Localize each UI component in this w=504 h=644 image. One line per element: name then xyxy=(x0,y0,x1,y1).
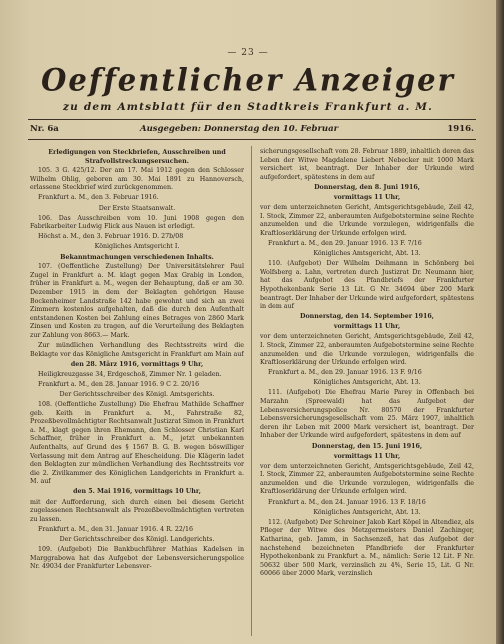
notice-109-text: vor dem unterzeichneten Gericht, Amtsgerichtsgebäude, Zeil 42, I. Stock, Zimmer 22, anberaumten Aufgebotstermine seine Rechte anzumelden und die Urkunde vorzulegen, widrigenfalls die Kraftloserklärung der Urkunde erfolgen wird. xyxy=(260,204,474,237)
section-heading: Bekanntmachungen verschiedenen Inhalts. xyxy=(60,253,214,261)
notice-111-date: Donnerstag, den 15. Juni 1916, xyxy=(311,442,423,450)
notice-108-text: mit der Aufforderung, sich durch einen bei diesem Gericht zugelassenen Rechtsanwalt als Prozeßbevollmächtigten vertreten zu lassen. xyxy=(30,498,244,523)
notice-107: 107. (Oeffentliche Zustellung) Der Universitätslehrer Paul Zugel in Frankfurt a. M. klagt gegen Max Grabig in London, früher in Frankfurt a. M., wegen der Behauptung, daß er am 30. Dezember 1915 in dem der Beklagten gehörigen Hause Bockenheimer Landstraße 142 habe gewohnt und sich an zwei Zimmern kostenlos aufgehalten, daß die durch den Aufenthalt entstandenen Kosten bei Zahlung eines Betrages von 2860 Mark Zinsen und Kosten zu tragen, auf die Verurteilung des Beklagten zur Zahlung von 8663.— Mark. xyxy=(30,263,244,339)
notice-105: 105. 3 G. 425/12. Der am 17. Mai 1912 gegen den Schlosser Wilhelm Ohlig, geboren am 30. Mai 1891 zu Hannoversch, erlassene Steckbrief wird zurückgenommen. xyxy=(30,167,244,192)
notice-107-signature: Der Gerichtsschreiber des Königl. Amtsgerichts. xyxy=(59,390,215,398)
notice-109-time: vormittags 11 Uhr, xyxy=(333,193,401,201)
book-binding-shadow xyxy=(496,0,504,644)
notice-110-signature: Königliches Amtsgericht, Abt. 13. xyxy=(313,379,421,387)
column-divider xyxy=(251,146,252,636)
page-number: — 23 — xyxy=(227,48,269,58)
notice-111: 111. (Aufgebot) Die Ehefrau Marie Parey in Offenbach bei Marzahn (Spreewald) hat das Aufgebot der Lebensversicherungspolice Nr. 80570 der Frankfurter Lebensversicherungsgesellschaft vom 25. März 1907, inhaltlich deren ihr Leben mit 2000 Mark versichert ist, beantragt. Der Inhaber der Urkunde wird aufgefordert, spätestens in dem auf xyxy=(260,389,474,440)
notice-109-date: Donnerstag, den 8. Juni 1916, xyxy=(314,183,420,191)
notice-106-place-date: Höchst a. M., den 3. Februar 1916. D. 27b/08 xyxy=(38,233,184,241)
notice-106-signature: Königliches Amtsgericht I. xyxy=(94,243,180,251)
notice-111-time: vormittags 11 Uhr, xyxy=(333,452,401,460)
right-column xyxy=(260,148,474,638)
notice-106: 106. Das Ausschreiben vom 10. Juni 1908 gegen den Fabrikarbeiter Ludwig Flick aus Nauen ist erledigt. xyxy=(30,214,244,231)
header-rule-top xyxy=(28,119,476,120)
notice-105-place-date: Frankfurt a. M., den 3. Februar 1916. xyxy=(38,194,159,202)
notice-111-place-date: Frankfurt a. M., den 24. Januar 1916. 13 F. 18/16 xyxy=(268,498,426,506)
notice-107-date: den 28. März 1916, vormittags 9 Uhr, xyxy=(70,360,204,368)
notice-110-time: vormittags 11 Uhr, xyxy=(333,323,401,331)
notice-110-place-date: Frankfurt a. M., den 29. Januar 1916. 13 F. 9/16 xyxy=(268,369,422,377)
newspaper-title: Oeffentlicher Anzeiger xyxy=(41,62,455,98)
notice-108: 108. (Oeffentliche Zustellung) Die Ehefrau Mathilde Schaffner geb. Keith in Frankfurt a. M., Fahrstraße 82, Prozeßbevollmächtigter Rechtsanwalt Justizrat Simon in Frankfurt a. M., klagt gegen ihren Ehemann, den Schlosser Christian Karl Schaffner, früher in Frankfurt a. M., jetzt unbekannten Aufenthalts, auf Grund des § 1567 B. G. B. wegen böswilliger Verlassung mit dem Antrag auf Ehescheidung. Die Klägerin ladet den Beklagten zur mündlichen Verhandlung des Rechtsstreits vor die 2. Zivilkammer des Königlichen Landgerichts in Frankfurt a. M. auf xyxy=(30,401,244,486)
notice-109-continued: sicherungsgesellschaft vom 28. Februar 1889, inhaltlich deren das Leben der Witwe Magdalene Liebert Nebecker mit 1000 Mark versichert ist, beantragt. Der Inhaber der Urkunde wird aufgefordert, spätestens in dem auf xyxy=(260,148,474,181)
issue-number: Nr. 6a xyxy=(30,124,59,134)
notice-111-text: vor dem unterzeichneten Gericht, Amtsgerichtsgebäude, Zeil 42, I. Stock, Zimmer 22, anberaumten Aufgebotstermine seine Rechte anzumelden und die Urkunde vorzulegen, widrigenfalls die Kraftloserklärung der Urkunde erfolgen wird. xyxy=(260,462,474,496)
notice-105-signature: Der Erste Staatsanwalt. xyxy=(98,204,176,212)
notice-108-place-date: Frankfurt a. M., den 31. Januar 1916. 4 R. 22/16 xyxy=(38,525,194,533)
header-rule-bottom xyxy=(28,139,476,140)
newspaper-subtitle: zu dem Amtsblatt für den Stadtkreis Frankfurt a. M. xyxy=(63,101,433,113)
section-heading: Erledigungen von Steckbriefen, Ausschreiben und Strafvollstreckungsersuchen. xyxy=(48,149,226,165)
notice-108-signature: Der Gerichtsschreiber des Königl. Landgerichts. xyxy=(59,535,215,543)
notice-107-summons: Zur mündlichen Verhandlung des Rechtsstreits wird die Beklagte vor das Königliche Amtsgericht in Frankfurt am Main auf xyxy=(30,341,244,358)
notice-107-place-date: Frankfurt a. M., den 28. Januar 1916. 9 C 2. 20/16 xyxy=(38,380,200,388)
notice-110: 110. (Aufgebot) Der Wilhelm Deihmann in Schönberg bei Wolfsberg a. Lahn, vertreten durch Justizrat Dr. Neumann hier, hat das Aufgebot des Pfandbriefs der Frankfurter Hypothekenbank Serie 13 Lit. G Nr. 34694 über 200 Mark beantragt. Der Inhaber der Urkunde wird aufgefordert, spätestens in dem auf xyxy=(260,260,474,311)
notice-109-signature: Königliches Amtsgericht, Abt. 13. xyxy=(313,250,421,258)
notice-110-date: Donnerstag, den 14. September 1916, xyxy=(300,313,434,321)
notice-110-text: vor dem unterzeichneten Gericht, Amtsgerichtsgebäude, Zeil 42, I. Stock, Zimmer 22, anberaumten Aufgebotstermine seine Rechte anzumelden und die Urkunde vorzulegen, widrigenfalls die Kraftloserklärung der Urkunde erfolgen wird. xyxy=(260,333,474,367)
notice-112: 112. (Aufgebot) Der Schreiner Jakob Karl Köpel in Altendiez, als Pfleger der Witwe des Metzgermeisters Daniel Zachinger, Katharina, geb. Jamm, in Sachsenzeß, hat das Aufgebot der nachstehend bezeichneten Pfandbriefe der Frankfurter Hypothekenbank zu Frankfurt a. M., nämlich: Serie 12 Lit. F Nr. 50632 über 500 Mark, verzinslich zu 4%, Serie 15, Lit. G Nr. 60066 über 2000 Mark, verzinslich xyxy=(260,518,474,578)
issue-year: 1916. xyxy=(447,124,474,134)
notice-108-date: den 5. Mai 1916, vormittags 10 Uhr, xyxy=(73,488,201,496)
notice-109: 109. (Aufgebot) Die Bankbuchführer Mathias Kadelsen in Marggrabowa hat das Aufgebot der Lebensversicherungspolice Nr. 49034 der Frankfurter Lebensver- xyxy=(30,546,244,571)
notice-111-signature: Königliches Amtsgericht, Abt. 13. xyxy=(313,508,421,516)
issue-line xyxy=(30,124,474,136)
left-column xyxy=(30,148,244,638)
notice-109-place-date: Frankfurt a. M., den 29. Januar 1916. 13 F. 7/16 xyxy=(268,239,422,247)
notice-107-location: Heiligkreuzgasse 34, Erdgeschoß, Zimmer Nr. 1 geladen. xyxy=(38,370,222,378)
issue-date: Ausgegeben: Donnerstag den 10. Februar xyxy=(140,124,339,134)
